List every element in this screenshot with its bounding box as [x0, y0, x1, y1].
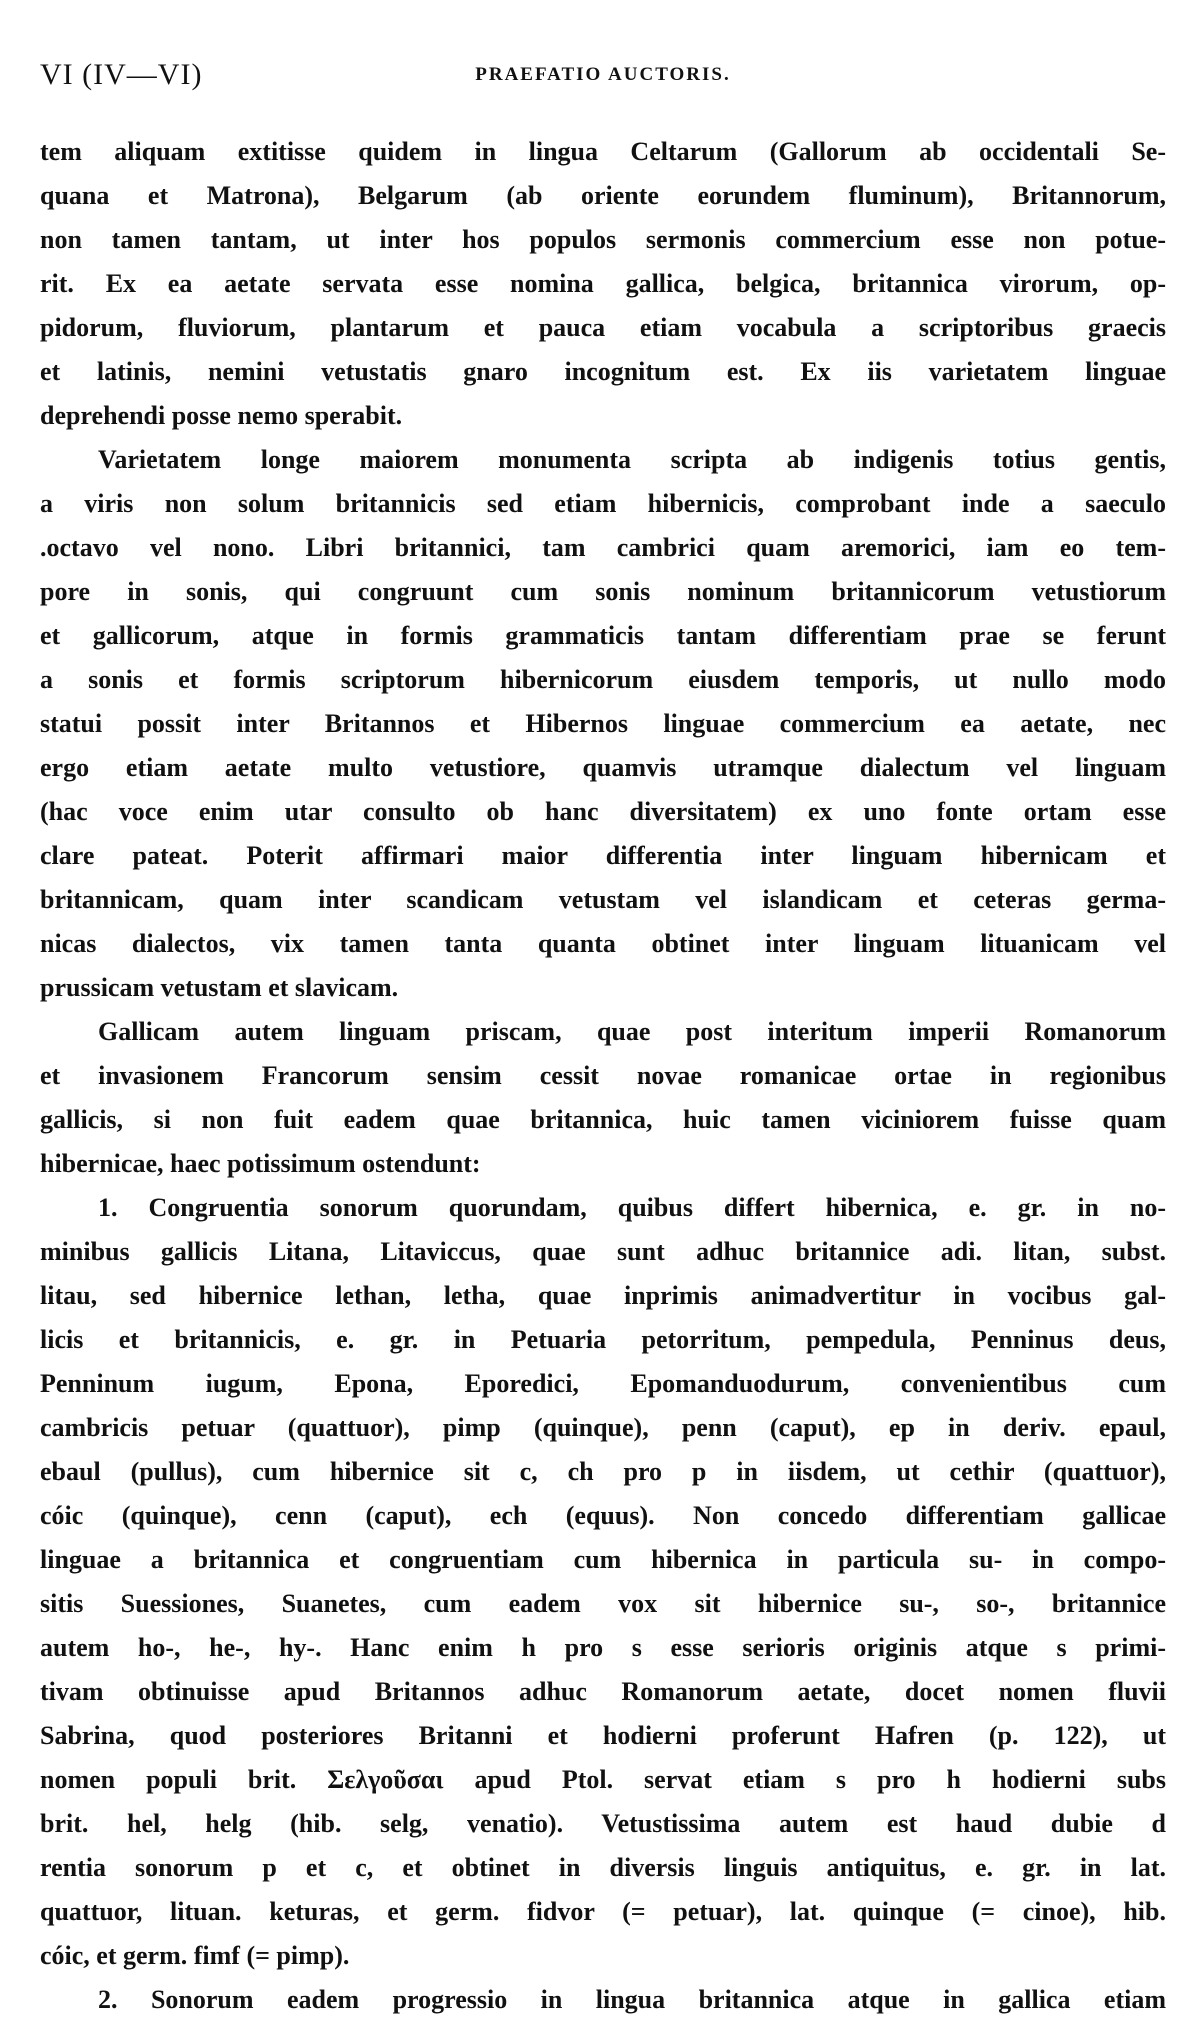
text-line: cóic, et germ. fimf (= pimp). [40, 1941, 350, 1970]
text-line: a sonis et formis scriptorum hibernicorum eiusdem temporis, ut nullo modo [40, 665, 1166, 694]
text-line: linguae a britannica et congruentiam cum hibernica in particula su- in compo- [40, 1545, 1166, 1574]
text-line: quattuor, lituan. keturas, et germ. fidvor (= petuar), lat. quinque (= cinoe), hib. [40, 1897, 1166, 1926]
text-line: 2. Sonorum eadem progressio in lingua britannica atque in gallica etiam [98, 1985, 1166, 2014]
text-line: ergo etiam aetate multo vetustiore, quamvis utramque dialectum vel linguam [40, 753, 1166, 782]
text-line: .octavo vel nono. Libri britannici, tam cambrici quam aremorici, iam eo tem- [40, 533, 1166, 562]
text-line: licis et britannicis, e. gr. in Petuaria petorritum, pempedula, Penninus deus, [40, 1325, 1166, 1354]
text-line: et latinis, nemini vetustatis gnaro incognitum est. Ex iis varietatem linguae [40, 357, 1166, 386]
text-line: et gallicorum, atque in formis grammaticis tantam differentiam prae se ferunt [40, 621, 1166, 650]
text-line: statui possit inter Britannos et Hibernos linguae commercium ea aetate, nec [40, 709, 1166, 738]
text-line: Gallicam autem linguam priscam, quae post interitum imperii Romanorum [98, 1017, 1166, 1046]
text-line: quana et Matrona), Belgarum (ab oriente eorundem fluminum), Britannorum, [40, 181, 1166, 210]
text-line: minibus gallicis Litana, Litaviccus, quae sunt adhuc britannice adi. litan, subst. [40, 1237, 1166, 1266]
page-number: VI (IV—VI) [40, 58, 203, 91]
text-line: nomen populi brit. Σελγοῦσαι apud Ptol. servat etiam s pro h hodierni subs [40, 1765, 1166, 1794]
running-title: PRAEFATIO AUCTORIS. [475, 64, 731, 85]
text-line: tivam obtinuisse apud Britannos adhuc Romanorum aetate, docet nomen fluvii [40, 1677, 1166, 1706]
text-line: Penninum iugum, Epona, Eporedici, Epomanduodurum, convenientibus cum [40, 1369, 1166, 1398]
text-line: clare pateat. Poterit affirmari maior differentia inter linguam hibernicam et [40, 841, 1166, 870]
text-line: gallicis, si non fuit eadem quae britannica, huic tamen viciniorem fuisse quam [40, 1105, 1166, 1134]
text-line: autem ho-, he-, hy-. Hanc enim h pro s esse serioris originis atque s primi- [40, 1633, 1166, 1662]
text-line: tem aliquam extitisse quidem in lingua Celtarum (Gallorum ab occidentali Se- [40, 137, 1166, 166]
text-line: brit. hel, helg (hib. selg, venatio). Vetustissima autem est haud dubie d [40, 1809, 1166, 1838]
text-line: litau, sed hibernice lethan, letha, quae inprimis animadvertitur in vocibus gal- [40, 1281, 1166, 1310]
text-line: (hac voce enim utar consulto ob hanc diversitatem) ex uno fonte ortam esse [40, 797, 1166, 826]
text-line: pidorum, fluviorum, plantarum et pauca etiam vocabula a scriptoribus graecis [40, 313, 1166, 342]
page-header [40, 58, 1166, 98]
text-line: britannicam, quam inter scandicam vetustam vel islandicam et ceteras germa- [40, 885, 1166, 914]
text-line: et invasionem Francorum sensim cessit novae romanicae ortae in regionibus [40, 1061, 1166, 1090]
text-line: rentia sonorum p et c, et obtinet in diversis linguis antiquitus, e. gr. in lat. [40, 1853, 1166, 1882]
text-line: sitis Suessiones, Suanetes, cum eadem vox sit hibernice su-, so-, britannice [40, 1589, 1166, 1618]
text-line: rit. Ex ea aetate servata esse nomina gallica, belgica, britannica virorum, op- [40, 269, 1166, 298]
text-line: Sabrina, quod posteriores Britanni et hodierni proferunt Hafren (p. 122), ut [40, 1721, 1166, 1750]
text-line: deprehendi posse nemo sperabit. [40, 401, 403, 430]
text-line: pore in sonis, qui congruunt cum sonis nominum britannicorum vetustiorum [40, 577, 1166, 606]
text-line: 1. Congruentia sonorum quorundam, quibus differt hibernica, e. gr. in no- [98, 1193, 1166, 1222]
text-line: prussicam vetustam et slavicam. [40, 973, 399, 1002]
text-line: Varietatem longe maiorem monumenta scripta ab indigenis totius gentis, [98, 445, 1166, 474]
text-line: a viris non solum britannicis sed etiam hibernicis, comprobant inde a saeculo [40, 489, 1166, 518]
body-text [40, 130, 1166, 2022]
text-line: cambricis petuar (quattuor), pimp (quinque), penn (caput), ep in deriv. epaul, [40, 1413, 1166, 1442]
text-line: nicas dialectos, vix tamen tanta quanta obtinet inter linguam lituanicam vel [40, 929, 1166, 958]
text-line: hibernicae, haec potissimum ostendunt: [40, 1149, 481, 1178]
text-line: ebaul (pullus), cum hibernice sit c, ch pro p in iisdem, ut cethir (quattuor), [40, 1457, 1166, 1486]
text-line: cóic (quinque), cenn (caput), ech (equus). Non concedo differentiam gallicae [40, 1501, 1166, 1530]
text-line: non tamen tantam, ut inter hos populos sermonis commercium esse non potue- [40, 225, 1166, 254]
